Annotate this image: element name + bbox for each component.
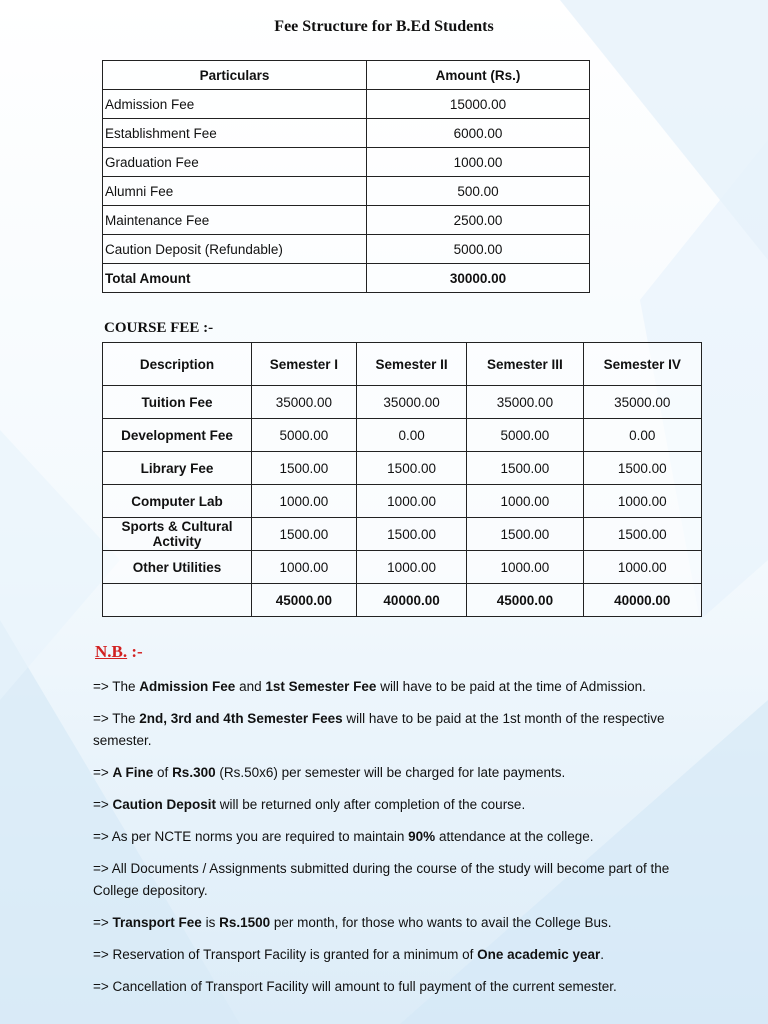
note-text: will have to be paid at the time of Admission. xyxy=(376,679,646,694)
fee-total-row xyxy=(103,264,590,293)
course-value: 0.00 xyxy=(356,419,467,452)
course-value: 1000.00 xyxy=(356,551,467,584)
fee-label: Admission Fee xyxy=(103,90,367,119)
total-label: Total Amount xyxy=(103,264,367,293)
note-text: => The xyxy=(93,711,140,726)
course-value: 1000.00 xyxy=(467,485,583,518)
fee-row xyxy=(103,119,590,148)
course-value: 0.00 xyxy=(583,419,701,452)
course-value: 5000.00 xyxy=(467,419,583,452)
note-text: => xyxy=(93,765,113,780)
note-item xyxy=(93,976,713,998)
semester-total: 45000.00 xyxy=(467,584,583,617)
course-value: 35000.00 xyxy=(252,386,357,419)
note-text: => Reservation of Transport Facility is granted for a minimum of xyxy=(93,947,478,962)
column-header: Semester III xyxy=(467,343,583,386)
note-text: A Fine xyxy=(112,765,154,780)
note-item xyxy=(93,944,713,966)
note-text: Transport Fee xyxy=(112,915,202,930)
fee-label: Establishment Fee xyxy=(103,119,367,148)
course-row xyxy=(103,386,702,419)
fee-amount: 1000.00 xyxy=(367,148,590,177)
course-header-row xyxy=(103,343,702,386)
course-description: Development Fee xyxy=(103,419,252,452)
note-text: => xyxy=(93,797,113,812)
note-text: => All Documents / Assignments submitted during the course of the study will become part of the College depository. xyxy=(93,861,670,898)
fee-amount: 15000.00 xyxy=(367,90,590,119)
semester-total: 40000.00 xyxy=(356,584,467,617)
note-text: 1st Semester Fee xyxy=(265,679,377,694)
fee-label: Caution Deposit (Refundable) xyxy=(103,235,367,264)
notes-list xyxy=(93,676,713,1008)
note-text: will have to be paid at the 1st month of the respective semester. xyxy=(93,711,665,748)
column-header: Description xyxy=(103,343,252,386)
course-row xyxy=(103,452,702,485)
fee-label: Maintenance Fee xyxy=(103,206,367,235)
course-value: 1000.00 xyxy=(356,485,467,518)
fee-label: Alumni Fee xyxy=(103,177,367,206)
note-text: of xyxy=(153,765,173,780)
note-text: Admission Fee xyxy=(139,679,236,694)
course-value: 1000.00 xyxy=(583,485,701,518)
column-header: Particulars xyxy=(103,61,367,90)
course-description: Computer Lab xyxy=(103,485,252,518)
course-fee-heading: COURSE FEE :- xyxy=(104,320,214,336)
note-text: is xyxy=(201,915,220,930)
course-description: Tuition Fee xyxy=(103,386,252,419)
fee-row xyxy=(103,90,590,119)
fee-table xyxy=(102,60,590,293)
note-text: => xyxy=(93,915,113,930)
semester-total: 45000.00 xyxy=(252,584,357,617)
note-text: (Rs.50x6) per semester will be charged for late payments. xyxy=(215,765,566,780)
nb-label: N.B. xyxy=(95,642,128,661)
note-text: and xyxy=(235,679,266,694)
note-text: will be returned only after completion of the course. xyxy=(216,797,526,812)
note-text: attendance at the college. xyxy=(435,829,594,844)
note-text: Rs.1500 xyxy=(219,915,271,930)
fee-row xyxy=(103,148,590,177)
fee-label: Graduation Fee xyxy=(103,148,367,177)
course-value: 1500.00 xyxy=(356,518,467,551)
note-item xyxy=(93,794,713,816)
total-blank-cell xyxy=(103,584,252,617)
course-value: 5000.00 xyxy=(252,419,357,452)
course-row xyxy=(103,518,702,551)
course-total-row xyxy=(103,584,702,617)
fee-amount: 5000.00 xyxy=(367,235,590,264)
course-value: 35000.00 xyxy=(583,386,701,419)
course-value: 1500.00 xyxy=(252,452,357,485)
course-value: 1500.00 xyxy=(583,518,701,551)
nb-heading xyxy=(95,642,143,662)
note-text: => Cancellation of Transport Facility will amount to full payment of the current semester. xyxy=(93,979,617,994)
course-value: 1500.00 xyxy=(467,518,583,551)
note-text: 90% xyxy=(408,829,436,844)
nb-suffix: :- xyxy=(127,642,143,661)
course-value: 1000.00 xyxy=(583,551,701,584)
fee-row xyxy=(103,206,590,235)
column-header: Semester I xyxy=(252,343,357,386)
fee-amount: 6000.00 xyxy=(367,119,590,148)
course-row xyxy=(103,551,702,584)
course-description: Sports & Cultural Activity xyxy=(103,518,252,551)
page-title: Fee Structure for B.Ed Students xyxy=(274,18,494,35)
course-value: 1500.00 xyxy=(252,518,357,551)
note-item xyxy=(93,708,713,752)
course-value: 1000.00 xyxy=(467,551,583,584)
column-header: Amount (Rs.) xyxy=(367,61,590,90)
semester-total: 40000.00 xyxy=(583,584,701,617)
course-description: Other Utilities xyxy=(103,551,252,584)
note-item xyxy=(93,676,713,698)
course-value: 1000.00 xyxy=(252,485,357,518)
note-text: => The xyxy=(93,679,140,694)
note-text: Caution Deposit xyxy=(112,797,217,812)
course-value: 1000.00 xyxy=(252,551,357,584)
column-header: Semester II xyxy=(356,343,467,386)
course-description: Library Fee xyxy=(103,452,252,485)
course-value: 1500.00 xyxy=(583,452,701,485)
note-item xyxy=(93,826,713,848)
fee-table-header xyxy=(103,61,590,90)
note-text: => As per NCTE norms you are required to maintain xyxy=(93,829,409,844)
note-text: Rs.300 xyxy=(172,765,216,780)
note-item xyxy=(93,912,713,934)
course-value: 35000.00 xyxy=(467,386,583,419)
fee-amount: 500.00 xyxy=(367,177,590,206)
fee-row xyxy=(103,235,590,264)
fee-row xyxy=(103,177,590,206)
course-value: 1500.00 xyxy=(356,452,467,485)
fee-amount: 2500.00 xyxy=(367,206,590,235)
note-item xyxy=(93,858,713,902)
note-text: . xyxy=(600,947,605,962)
course-value: 1500.00 xyxy=(467,452,583,485)
note-text: 2nd, 3rd and 4th Semester Fees xyxy=(139,711,343,726)
course-value: 35000.00 xyxy=(356,386,467,419)
course-fee-table xyxy=(102,342,702,617)
course-row xyxy=(103,419,702,452)
note-text: One academic year xyxy=(477,947,601,962)
total-amount: 30000.00 xyxy=(367,264,590,293)
course-row xyxy=(103,485,702,518)
note-text: per month, for those who wants to avail the College Bus. xyxy=(270,915,612,930)
column-header: Semester IV xyxy=(583,343,701,386)
note-item xyxy=(93,762,713,784)
